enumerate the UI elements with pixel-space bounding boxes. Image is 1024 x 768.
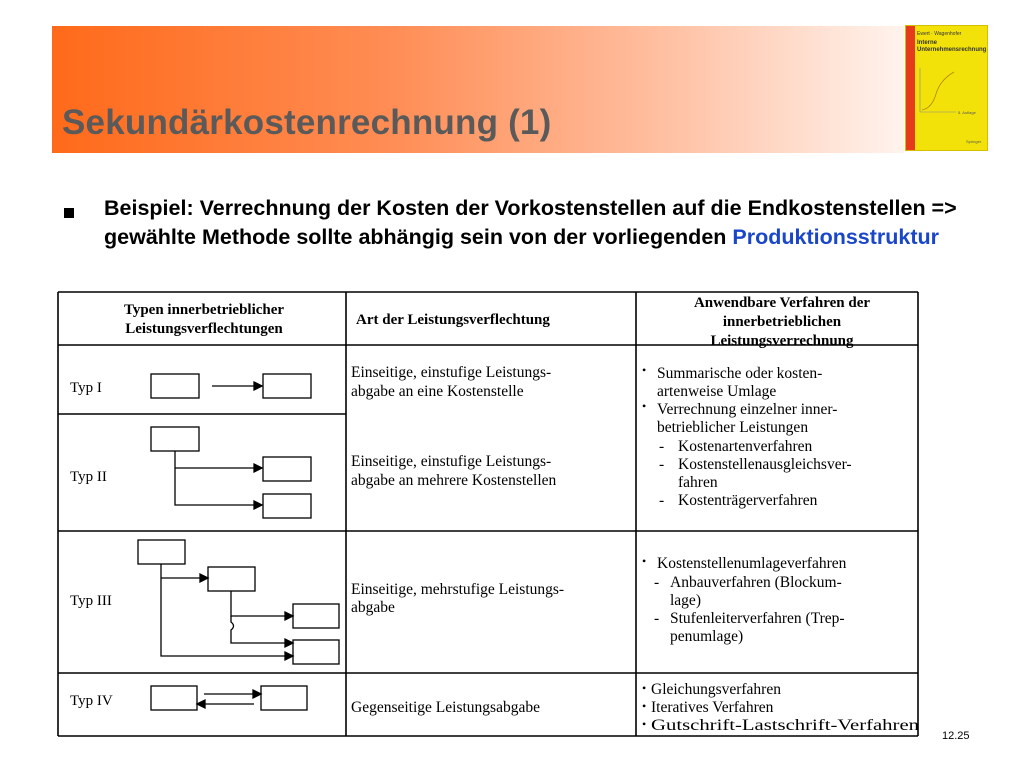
bullet-text-highlight: Produktionsstruktur bbox=[732, 225, 940, 249]
verfahren-a-dash2: - bbox=[659, 456, 665, 473]
art-row3-line1: Einseitige, mehrstufige Leistungs- bbox=[351, 581, 565, 598]
table-grid bbox=[58, 292, 918, 736]
verfahren-c1: Gleichungsverfahren bbox=[651, 681, 781, 698]
verfahren-c-bullet3: • bbox=[642, 717, 647, 731]
header-col1-line1: Typen innerbetrieblicher bbox=[123, 302, 285, 318]
art-row1-line1: Einseitige, einstufige Leistungs- bbox=[351, 364, 552, 381]
header-col3-line3: Leistungsverrechnung bbox=[710, 333, 854, 349]
diagram-typ2 bbox=[151, 427, 311, 518]
verfahren-b-dash2: - bbox=[654, 610, 660, 627]
verfahren-a-dash1: - bbox=[659, 438, 665, 455]
verfahren-c-bullet2: • bbox=[642, 699, 647, 713]
header-col3-line1: Anwendbare Verfahren der bbox=[693, 295, 871, 311]
row-label-typ1: Typ I bbox=[70, 380, 102, 396]
slide-title: Sekundärkostenrechnung (1) bbox=[62, 103, 552, 142]
book-edition: 5. Auflage bbox=[958, 110, 976, 115]
verfahren-b1: Kostenstellenumlageverfahren bbox=[657, 555, 847, 572]
verfahren-a5: Kostenartenverfahren bbox=[678, 438, 813, 455]
header-col2: Art der Leistungsverflechtung bbox=[356, 312, 550, 328]
art-row1-line2: abgabe an eine Kostenstelle bbox=[351, 383, 524, 400]
row-label-typ3: Typ III bbox=[70, 593, 112, 609]
verfahren-b-bullet: • bbox=[642, 554, 647, 568]
diagram-typ3 bbox=[138, 540, 339, 664]
verfahren-c3: Gutschrift-Lastschrift-Verfahren bbox=[651, 717, 920, 734]
art-row3-line2: abgabe bbox=[351, 599, 395, 616]
book-title-line1: Interne bbox=[917, 40, 938, 46]
art-row4-line1: Gegenseitige Leistungsabgabe bbox=[351, 699, 540, 716]
verfahren-a7: fahren bbox=[678, 474, 718, 491]
book-publisher: Springer bbox=[966, 139, 982, 144]
verfahren-b5: penumlage) bbox=[670, 628, 744, 645]
verfahren-c2: Iteratives Verfahren bbox=[651, 699, 774, 716]
verfahren-a-bullet1: • bbox=[642, 363, 647, 377]
verfahren-a8: Kostenträgerverfahren bbox=[678, 492, 818, 509]
row-label-typ2: Typ II bbox=[70, 469, 107, 485]
verfahren-a6: Kostenstellenausgleichsver- bbox=[678, 456, 852, 473]
book-authors: Ewert · Wagenhofer bbox=[917, 31, 962, 37]
verfahren-b3: lage) bbox=[670, 592, 701, 609]
header-col3-line2: innerbetrieblichen bbox=[722, 314, 842, 330]
book-title-line2: Unternehmensrechnung bbox=[917, 47, 987, 53]
bullet-text-main: Beispiel: Verrechnung der Kosten der Vorkostenstellen auf die Endkostenstellen => gewählte Methode sollte abhängig sein von der vorliegenden bbox=[104, 196, 957, 249]
art-row2-line1: Einseitige, einstufige Leistungs- bbox=[351, 453, 552, 470]
row-label-typ4: Typ IV bbox=[70, 693, 113, 709]
verfahren-b4: Stufenleiterverfahren (Trep- bbox=[670, 610, 845, 627]
verfahren-a2: artenweise Umlage bbox=[657, 383, 777, 400]
verfahren-a-bullet2: • bbox=[642, 399, 647, 413]
verfahren-a4: betrieblicher Leistungen bbox=[657, 419, 809, 436]
diagram-typ1 bbox=[151, 374, 311, 398]
header-col1-line2: Leistungsverflechtungen bbox=[125, 321, 283, 337]
verfahren-a1: Summarische oder kosten- bbox=[657, 365, 823, 382]
verfahren-a-dash3: - bbox=[659, 492, 665, 509]
verfahren-a3: Verrechnung einzelner inner- bbox=[657, 401, 838, 418]
art-row2-line2: abgabe an mehrere Kostenstellen bbox=[351, 472, 557, 489]
diagram-typ4 bbox=[151, 686, 307, 710]
verfahren-b2: Anbauverfahren (Blockum- bbox=[670, 574, 842, 591]
page-number: 12.25 bbox=[942, 730, 970, 742]
verfahren-c-bullet1: • bbox=[642, 681, 647, 695]
verfahren-b-dash1: - bbox=[654, 574, 660, 591]
